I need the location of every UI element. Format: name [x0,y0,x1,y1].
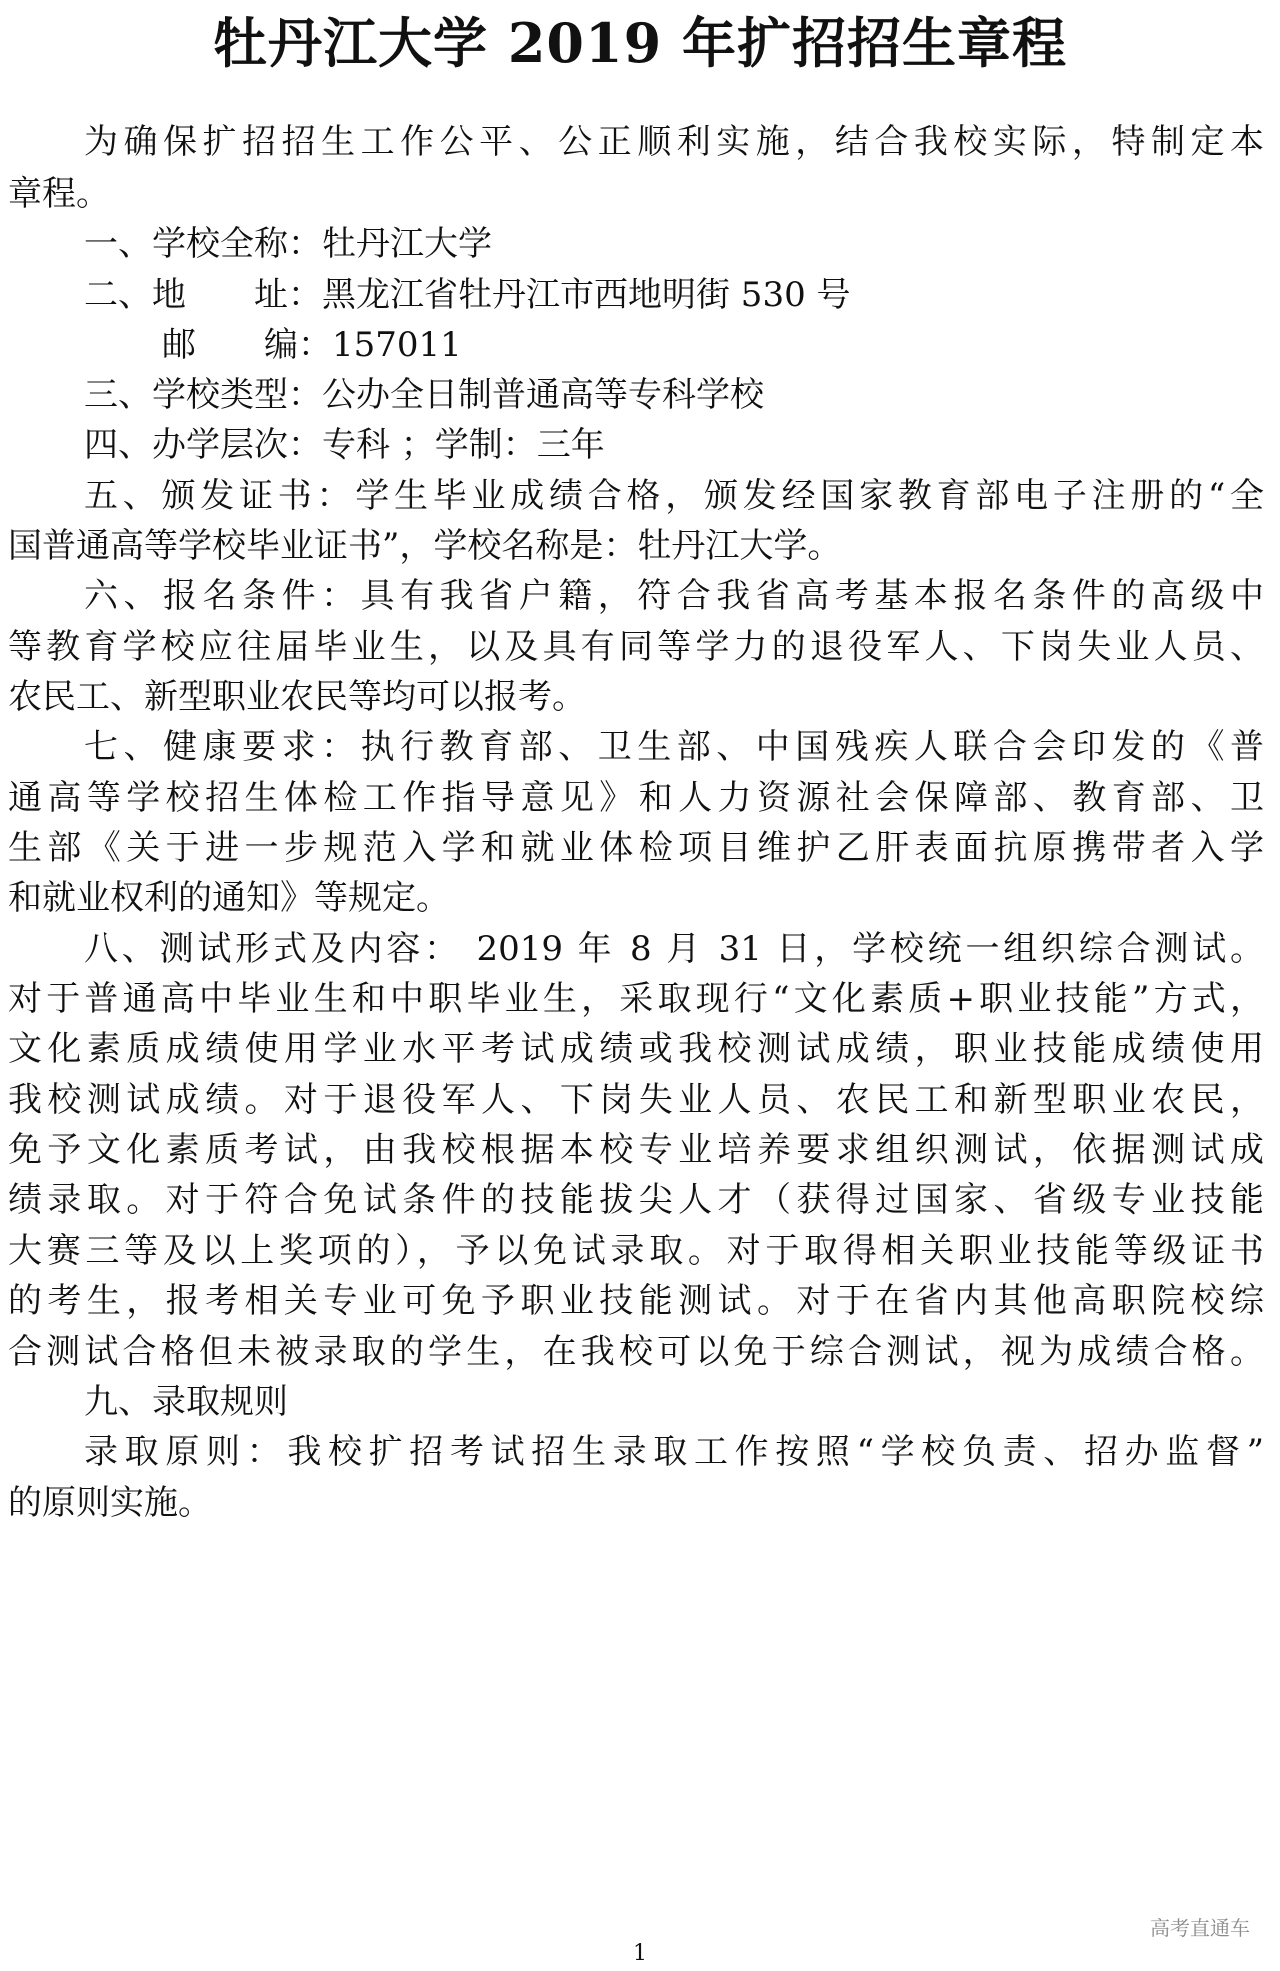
registration-line-1: 六、报名条件：具有我省户籍，符合我省高考基本报名条件的高级中 [84,576,1264,616]
test-line-3: 文化素质成绩使用学业水平考试成绩或我校测试成绩，职业技能成绩使用 [8,1029,1264,1069]
address-line: 二、地 址：黑龙江省牡丹江市西地明街 530 号 [84,275,851,315]
test-line-1: 八、测试形式及内容： 2019 年 8 月 31 日，学校统一组织综合测试。 [84,929,1264,969]
postcode-line: 邮 编：157011 [162,325,462,365]
school-name-line: 一、学校全称：牡丹江大学 [84,224,492,264]
certificate-line-1: 五、颁发证书：学生毕业成绩合格，颁发经国家教育部电子注册的“全 [84,476,1264,516]
document-title: 牡丹江大学 2019 年扩招招生章程 [213,11,1067,75]
test-line-6: 绩录取。对于符合免试条件的技能拔尖人才（获得过国家、省级专业技能 [8,1180,1264,1220]
certificate-line-2: 国普通高等学校毕业证书”，学校名称是：牡丹江大学。 [8,526,842,566]
test-line-5: 免予文化素质考试，由我校根据本校专业培养要求组织测试，依据测试成 [8,1130,1264,1170]
registration-line-2: 等教育学校应往届毕业生，以及具有同等学力的退役军人、下岗失业人员、 [8,627,1264,667]
test-line-7: 大赛三等及以上奖项的），予以免试录取。对于取得相关职业技能等级证书 [8,1231,1264,1271]
watermark-text: 高考直通车 [1150,1916,1250,1940]
test-line-8: 的考生，报考相关专业可免予职业技能测试。对于在省内其他高职院校综 [8,1281,1264,1321]
health-line-2: 通高等学校招生体检工作指导意见》和人力资源社会保障部、教育部、卫 [8,778,1264,818]
health-line-4: 和就业权利的通知》等规定。 [8,878,450,918]
admission-line-2: 的原则实施。 [8,1483,212,1523]
education-level-line: 四、办学层次：专科 ；学制：三年 [84,425,605,465]
health-line-3: 生部《关于进一步规范入学和就业体检项目维护乙肝表面抗原携带者入学 [8,828,1264,868]
school-type-line: 三、学校类型：公办全日制普通高等专科学校 [84,375,764,415]
registration-line-3: 农民工、新型职业农民等均可以报考。 [8,677,586,717]
test-line-9: 合测试合格但未被录取的学生，在我校可以免于综合测试，视为成绩合格。 [8,1332,1264,1372]
admission-line-1: 录取原则：我校扩招考试招生录取工作按照“学校负责、招办监督” [84,1432,1264,1472]
page-number: 1 [633,1941,647,1966]
intro-line-2: 章程。 [8,174,110,214]
admission-heading: 九、录取规则 [84,1382,288,1422]
test-line-2: 对于普通高中毕业生和中职毕业生，采取现行“文化素质+职业技能”方式， [8,979,1264,1019]
test-line-4: 我校测试成绩。对于退役军人、下岗失业人员、农民工和新型职业农民， [8,1080,1264,1120]
intro-line-1: 为确保扩招招生工作公平、公正顺利实施，结合我校实际，特制定本 [84,122,1264,162]
health-line-1: 七、健康要求：执行教育部、卫生部、中国残疾人联合会印发的《普 [84,727,1264,767]
